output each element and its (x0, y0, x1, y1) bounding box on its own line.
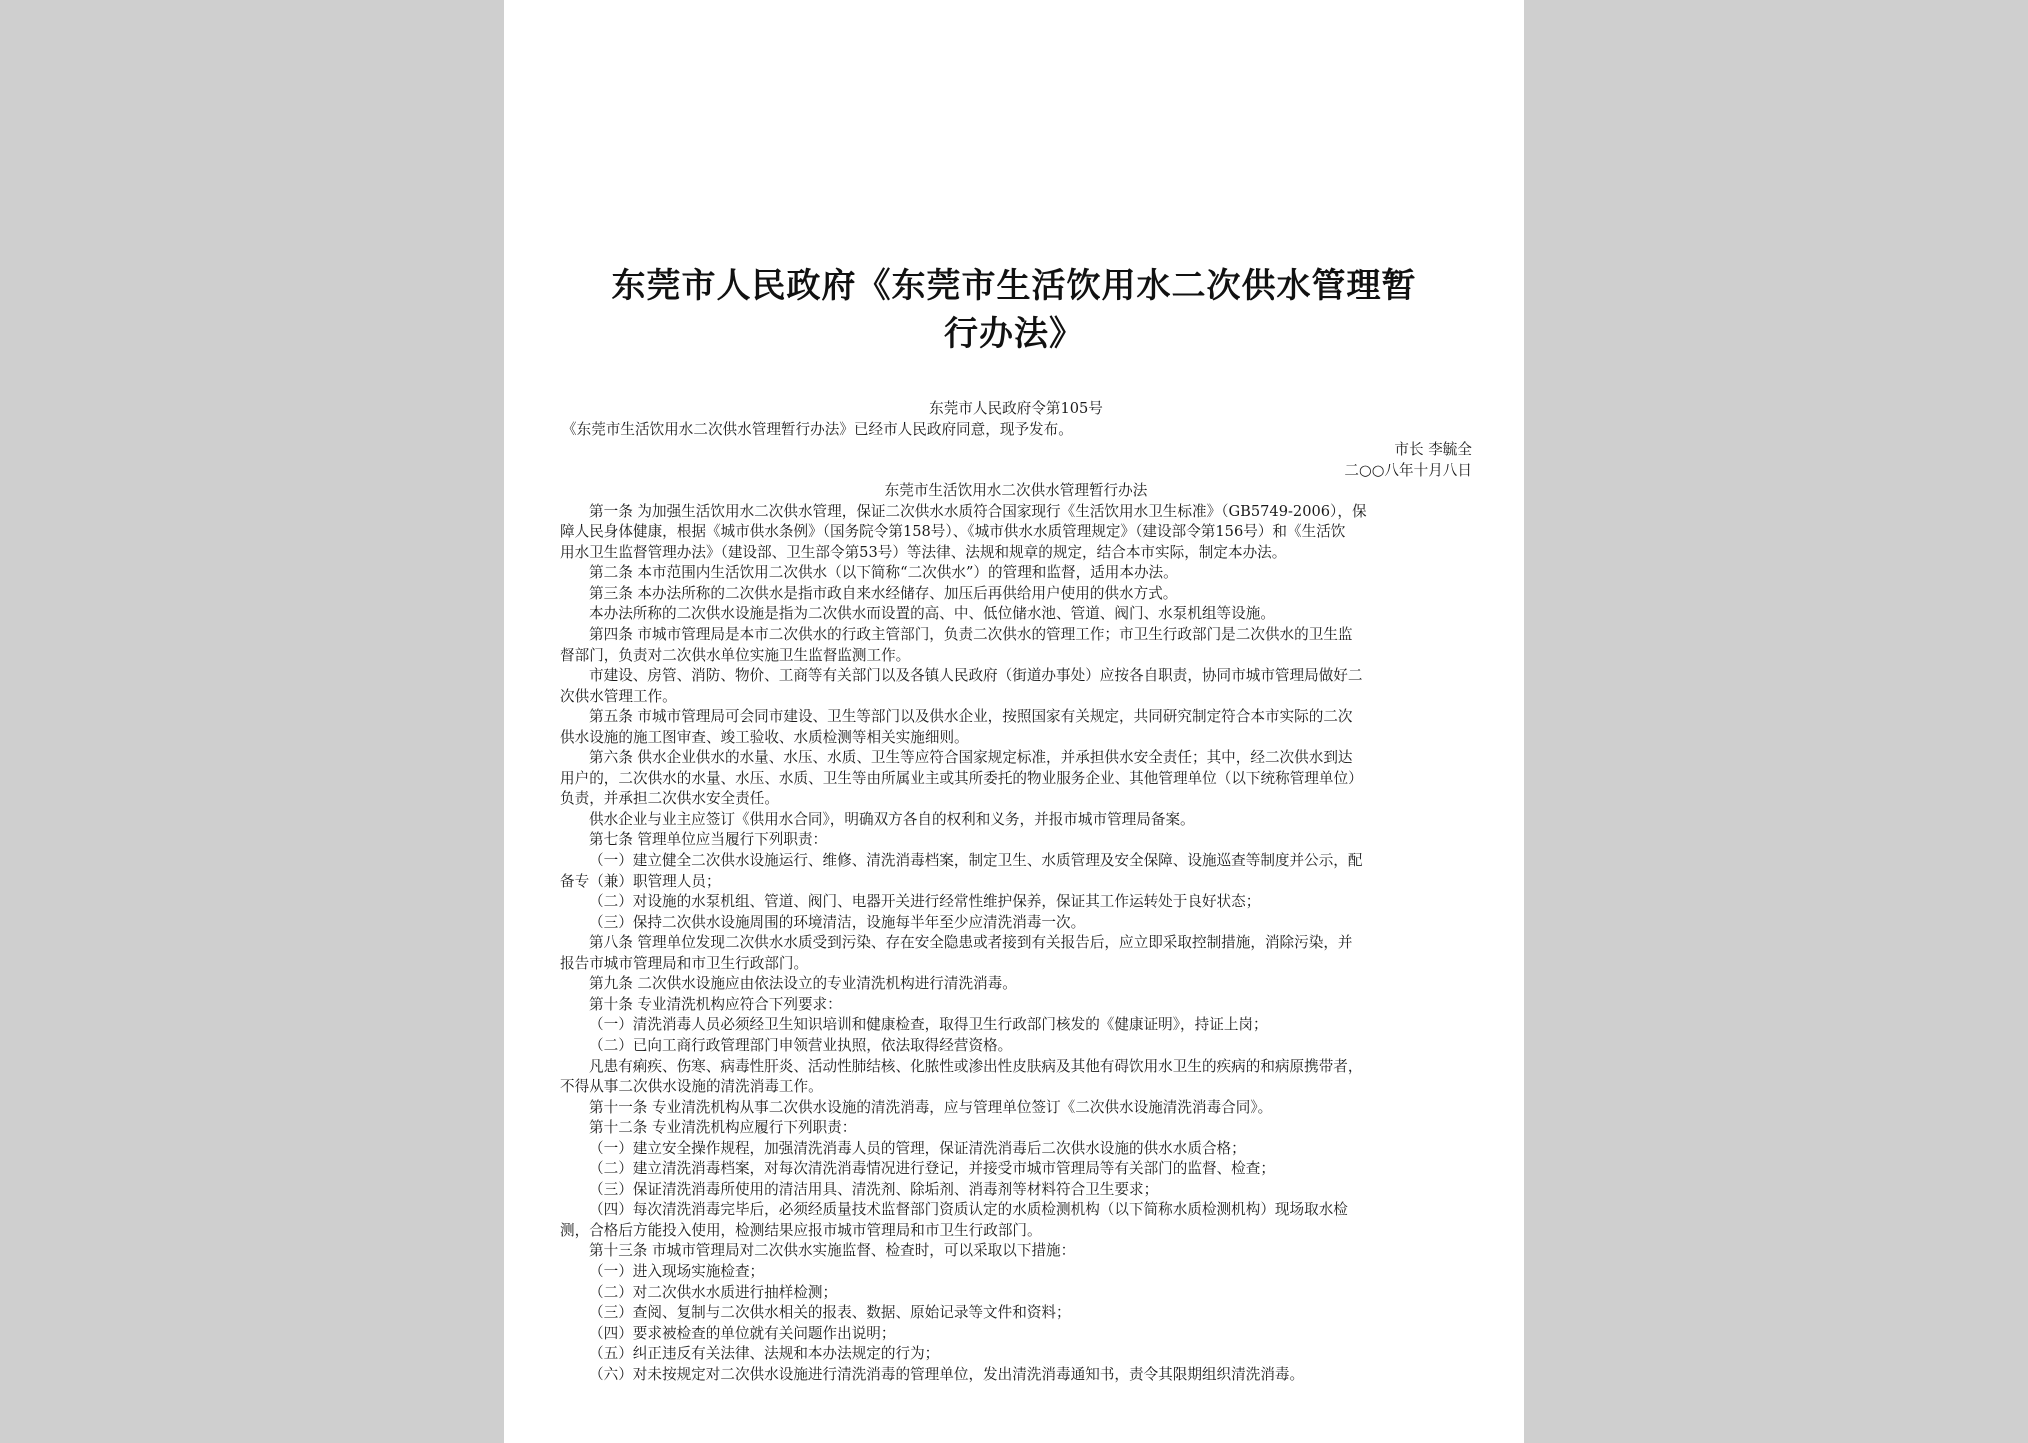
paragraph-line: 第十二条 专业清洗机构应履行下列职责： (589, 1119, 857, 1137)
paragraph-line: 第六条 供水企业供水的水量、水压、水质、卫生等应符合国家规定标准，并承担供水安全责任；其中，经二次供水到达 (589, 749, 1353, 767)
paragraph-line: 第四条 市城市管理局是本市二次供水的行政主管部门，负责二次供水的管理工作；市卫生行政部门是二次供水的卫生监 (589, 626, 1353, 644)
paragraph-line: 第八条 管理单位发现二次供水水质受到污染、存在安全隐患或者接到有关报告后，应立即采取控制措施，消除污染，并 (589, 934, 1353, 952)
paragraph-line: （二）对二次供水水质进行抽样检测； (589, 1283, 838, 1301)
paragraph-line: 本办法所称的二次供水设施是指为二次供水而设置的高、中、低位储水池、管道、阀门、水泵机组等设施。 (589, 605, 1275, 623)
title-line: 行办法》 (944, 314, 1084, 354)
paragraph-line: 供水设施的施工图审查、竣工验收、水质检测等相关实施细则。 (560, 728, 969, 746)
paragraph-line: 报告市城市管理局和市卫生行政部门。 (560, 954, 809, 972)
paragraph-line: 第三条 本办法所称的二次供水是指市政自来水经储存、加压后再供给用户使用的供水方式。 (589, 584, 1178, 602)
paragraph-line: （一）建立健全二次供水设施运行、维修、清洗消毒档案，制定卫生、水质管理及安全保障、设施巡查等制度并公示，配 (589, 852, 1363, 870)
paragraph-line: 第一条 为加强生活饮用水二次供水管理，保证二次供水水质符合国家现行《生活饮用水卫生标准》（GB5749-2006），保 (589, 502, 1367, 520)
paragraph-line: 第七条 管理单位应当履行下列职责： (589, 831, 828, 849)
paragraph-line: （四）要求被检查的单位就有关问题作出说明； (589, 1324, 896, 1342)
paragraph-line: 次供水管理工作。 (560, 687, 677, 705)
paragraph-line: （四）每次清洗消毒完毕后，必须经质量技术监督部门资质认定的水质检测机构（以下简称水质检测机构）现场取水检 (589, 1201, 1348, 1219)
paragraph-line: 第十条 专业清洗机构应符合下列要求： (589, 995, 842, 1013)
signature: 市长 李毓全 (1394, 441, 1472, 459)
subtitle: 东莞市生活饮用水二次供水管理暂行办法 (884, 482, 1148, 500)
order-number: 东莞市人民政府令第105号 (929, 400, 1103, 417)
paragraph-line: （五）纠正违反有关法律、法规和本办法规定的行为； (589, 1345, 940, 1363)
title-line: 东莞市人民政府《东莞市生活饮用水二次供水管理暂 (611, 266, 1417, 306)
paragraph-line: （二）建立清洗消毒档案，对每次清洗消毒情况进行登记，并接受市城市管理局等有关部门的监督、检查； (589, 1160, 1275, 1178)
paragraph-line: 备专（兼）职管理人员； (560, 872, 721, 890)
paragraph-line: 用水卫生监督管理办法》（建设部、卫生部令第53号）等法律、法规和规章的规定，结合本市实际，制定本办法。 (560, 543, 1287, 561)
paragraph-line: 供水企业与业主应签订《供用水合同》，明确双方各自的权利和义务，并报市城市管理局备案。 (589, 810, 1195, 828)
paragraph-line: 第二条 本市范围内生活饮用二次供水（以下简称“二次供水”）的管理和监督，适用本办法。 (589, 564, 1178, 582)
paragraph-line: （三）查阅、复制与二次供水相关的报表、数据、原始记录等文件和资料； (589, 1304, 1071, 1322)
paragraph-line: （六）对未按规定对二次供水设施进行清洗消毒的管理单位，发出清洗消毒通知书，责令其限期组织清洗消毒。 (589, 1365, 1305, 1383)
paragraph-line: 第十一条 专业清洗机构从事二次供水设施的清洗消毒，应与管理单位签订《二次供水设施清洗消毒合同》。 (589, 1098, 1273, 1116)
paragraph-line: 测，合格后方能投入使用，检测结果应报市城市管理局和市卫生行政部门。 (560, 1221, 1042, 1239)
paragraph-line: （一）进入现场实施检查； (589, 1262, 765, 1280)
paragraph-line: （三）保证清洗消毒所使用的清洁用具、清洗剂、除垢剂、消毒剂等材料符合卫生要求； (589, 1180, 1159, 1198)
intro-text: 《东莞市生活饮用水二次供水管理暂行办法》已经市人民政府同意，现予发布。 (562, 420, 1073, 438)
paragraph-line: 市建设、房管、消防、物价、工商等有关部门以及各镇人民政府（街道办事处）应按各自职责，协同市城市管理局做好二 (589, 667, 1363, 685)
paragraph-line: （一）清洗消毒人员必须经卫生知识培训和健康检查，取得卫生行政部门核发的《健康证明》，持证上岗； (589, 1016, 1268, 1034)
document-body (560, 399, 1472, 1385)
paragraph-line: 第十三条 市城市管理局对二次供水实施监督、检查时，可以采取以下措施： (589, 1242, 1076, 1260)
paragraph-line: 不得从事二次供水设施的清洗消毒工作。 (560, 1078, 823, 1096)
paragraph-line: 障人民身体健康，根据《城市供水条例》（国务院令第158号）、《城市供水水质管理规定》（建设部令第156号）和《生活饮 (560, 523, 1346, 541)
paragraph-line: 用户的，二次供水的水量、水压、水质、卫生等由所属业主或其所委托的物业服务企业、其他管理单位（以下统称管理单位） (560, 769, 1363, 787)
document-page (504, 0, 1524, 1443)
paragraph-line: 凡患有痢疾、伤寒、病毒性肝炎、活动性肺结核、化脓性或渗出性皮肤病及其他有碍饮用水卫生的疾病的和病原携带者， (589, 1057, 1363, 1075)
paragraph-line: （二）对设施的水泵机组、管道、阀门、电器开关进行经常性维护保养，保证其工作运转处于良好状态； (589, 893, 1261, 911)
date: 二○○八年十月八日 (1344, 461, 1472, 479)
document-title (594, 262, 1434, 358)
paragraph-line: 负责，并承担二次供水安全责任。 (560, 790, 779, 808)
paragraph-line: （一）建立安全操作规程，加强清洗消毒人员的管理，保证清洗消毒后二次供水设施的供水水质合格； (589, 1139, 1246, 1157)
paragraph-line: 第九条 二次供水设施应由依法设立的专业清洗机构进行清洗消毒。 (589, 975, 1017, 993)
paragraph-line: （三）保持二次供水设施周围的环境清洁，设施每半年至少应清洗消毒一次。 (589, 913, 1086, 931)
paragraph-line: （二）已向工商行政管理部门申领营业执照，依法取得经营资格。 (589, 1036, 1013, 1054)
paragraph-line: 第五条 市城市管理局可会同市建设、卫生等部门以及供水企业，按照国家有关规定，共同研究制定符合本市实际的二次 (589, 708, 1353, 726)
paragraph-line: 督部门，负责对二次供水单位实施卫生监督监测工作。 (560, 646, 911, 664)
